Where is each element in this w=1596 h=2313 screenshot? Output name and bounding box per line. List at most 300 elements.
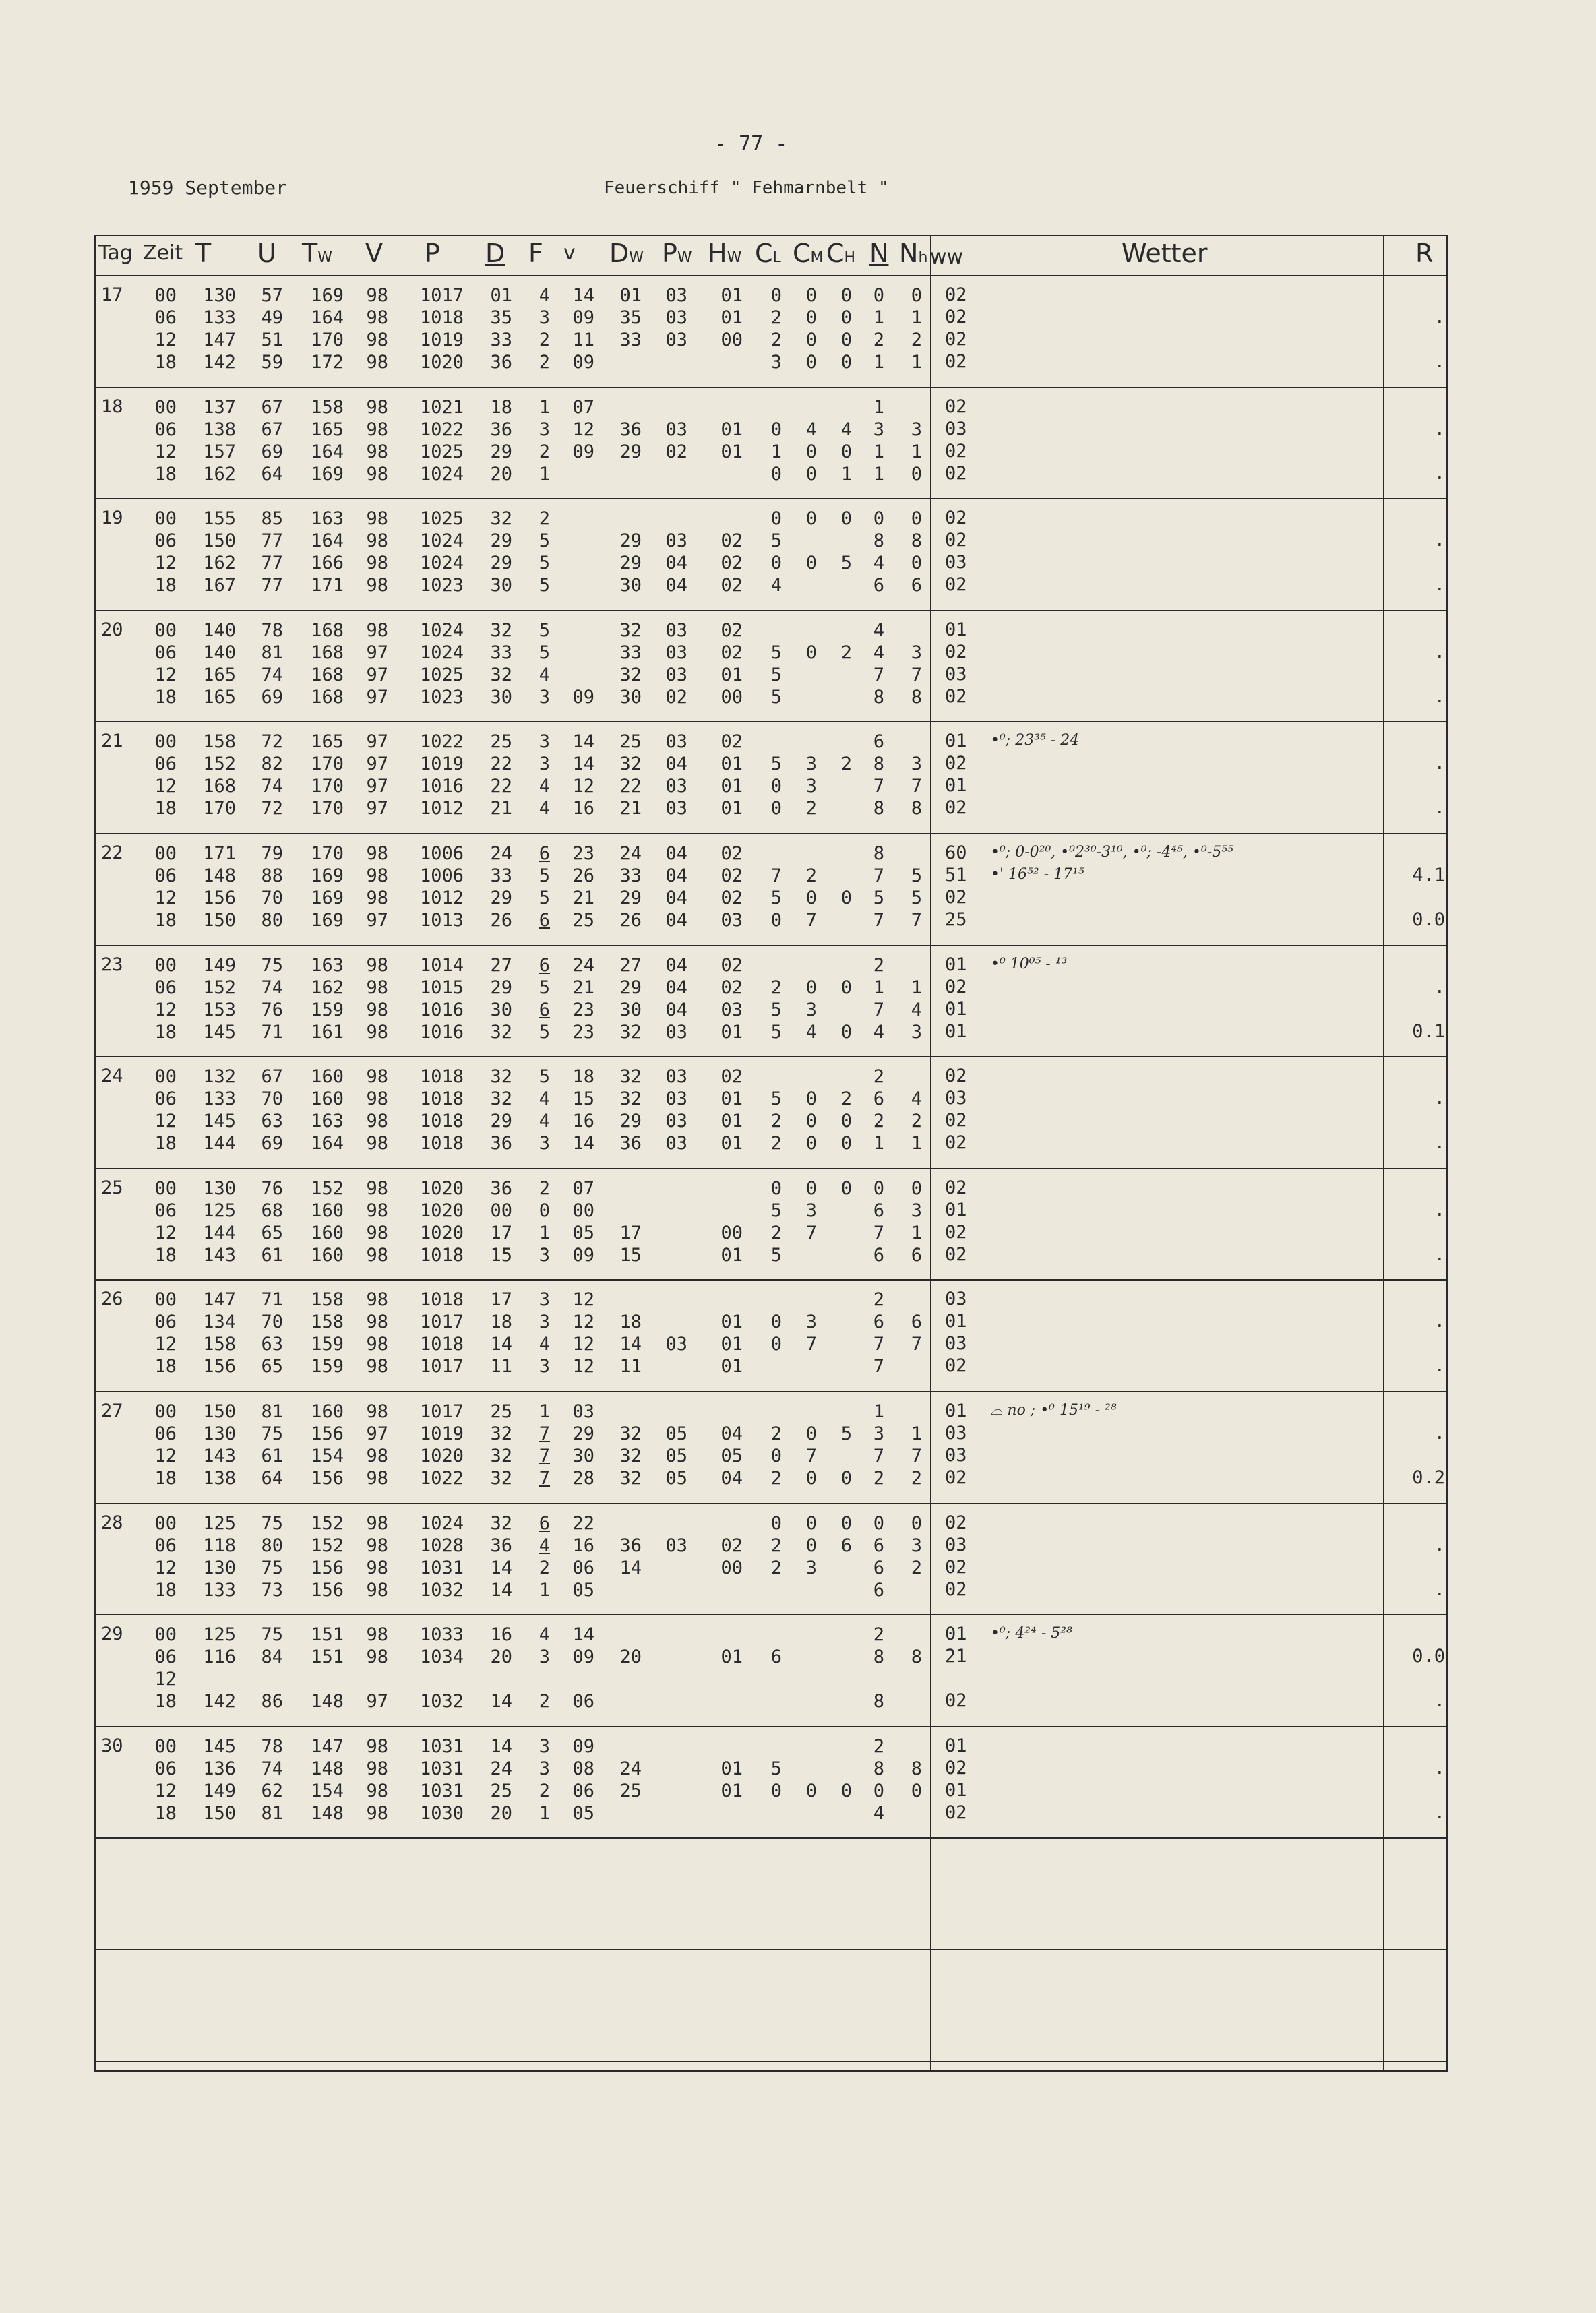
cell-n: 2 xyxy=(873,955,884,976)
cell-ww: 01 xyxy=(945,999,967,1020)
cell-d: 32 xyxy=(490,1022,512,1043)
cell-d: 29 xyxy=(490,977,512,998)
column-header-pw: PW xyxy=(662,239,692,268)
cell-pw: 03 xyxy=(665,1066,687,1087)
cell-pw: 03 xyxy=(665,285,687,306)
cell-dw: 22 xyxy=(619,776,642,797)
cell-ww: 02 xyxy=(945,441,967,462)
cell-u: 64 xyxy=(261,1468,283,1489)
cell-f: 5 xyxy=(539,977,550,998)
cell-tw: 169 xyxy=(311,888,344,908)
cell-t: 167 xyxy=(203,575,236,596)
cell-pw: 04 xyxy=(665,888,687,908)
cell-n: 3 xyxy=(873,419,884,440)
cell-dw: 36 xyxy=(619,1133,642,1154)
cell-p: 1025 xyxy=(419,508,464,529)
cell-ww: 02 xyxy=(945,307,967,328)
cell-t: 132 xyxy=(203,1066,236,1087)
cell-nh: 8 xyxy=(911,530,922,551)
cell-u: 78 xyxy=(261,1736,283,1757)
cell-p: 1028 xyxy=(419,1535,464,1556)
cell-v: 14 xyxy=(572,1133,594,1154)
cell-cl: 0 xyxy=(770,419,782,440)
cell-nh: 6 xyxy=(911,575,922,596)
cell-f: 2 xyxy=(539,441,550,462)
cell-t: 136 xyxy=(203,1758,236,1779)
cell-t: 150 xyxy=(203,530,236,551)
cell-t: 133 xyxy=(203,1580,236,1601)
cell-z: 12 xyxy=(154,330,177,350)
cell-n: 7 xyxy=(873,776,884,797)
cell-ww: 01 xyxy=(945,1780,967,1801)
cell-hw: 02 xyxy=(720,642,743,663)
cell-ww: 01 xyxy=(945,1735,967,1756)
cell-nh: 3 xyxy=(911,642,922,663)
cell-p: 1020 xyxy=(419,1200,464,1221)
cell-v: 98 xyxy=(366,1513,388,1534)
cell-f: 1 xyxy=(539,397,550,418)
cell-z: 00 xyxy=(154,955,177,976)
cell-n: 7 xyxy=(873,1223,884,1243)
cell-f: 3 xyxy=(539,1312,550,1332)
cell-v: 98 xyxy=(366,1446,388,1467)
cell-z: 06 xyxy=(154,1423,177,1444)
cell-v: 12 xyxy=(572,1334,594,1355)
cell-ww: 01 xyxy=(945,731,967,751)
cell-ch: 0 xyxy=(840,1133,852,1154)
cell-ch: 0 xyxy=(840,888,852,908)
cell-nh: 7 xyxy=(911,1334,922,1355)
cell-cl: 2 xyxy=(770,977,782,998)
cell-ch: 0 xyxy=(840,285,852,306)
cell-u: 72 xyxy=(261,731,283,752)
cell-p: 1024 xyxy=(419,464,464,485)
cell-ch: 0 xyxy=(840,441,852,462)
cell-tw: 147 xyxy=(311,1736,344,1757)
cell-hw: 02 xyxy=(720,888,743,908)
cell-z: 12 xyxy=(154,1111,177,1132)
cell-ww: 02 xyxy=(945,1467,967,1488)
cell-t: 118 xyxy=(203,1535,236,1556)
cell-tw: 148 xyxy=(311,1758,344,1779)
cell-d: 32 xyxy=(490,1423,512,1444)
cell-hw: 01 xyxy=(720,1334,743,1355)
cell-r: . xyxy=(1434,1423,1445,1444)
cell-u: 81 xyxy=(261,1401,283,1422)
cell-v: 30 xyxy=(572,1446,594,1467)
cell-n: 1 xyxy=(873,977,884,998)
cell-v: 06 xyxy=(572,1781,594,1801)
cell-cl: 3 xyxy=(770,352,782,373)
cell-d: 14 xyxy=(490,1334,512,1355)
weather-note: •⁰; 0-0²⁰, •⁰2³⁰-3¹⁰, •⁰; -4⁴⁵, •⁰-5⁵⁵ xyxy=(991,844,1233,861)
cell-cl: 7 xyxy=(770,865,782,886)
column-header-t: T xyxy=(195,239,212,268)
cell-t: 157 xyxy=(203,441,236,462)
cell-ww: 02 xyxy=(945,351,967,372)
cell-cm: 0 xyxy=(805,1088,817,1109)
cell-d: 25 xyxy=(490,1401,512,1422)
cell-hw: 01 xyxy=(720,1133,743,1154)
cell-hw: 01 xyxy=(720,776,743,797)
block-divider xyxy=(94,1056,1448,1057)
cell-r: . xyxy=(1434,753,1445,774)
day-label: 17 xyxy=(101,284,123,305)
cell-r: . xyxy=(1434,1311,1445,1332)
cell-pw: 02 xyxy=(665,687,687,708)
cell-nh: 1 xyxy=(911,441,922,462)
cell-ch: 0 xyxy=(840,508,852,529)
cell-pw: 05 xyxy=(665,1468,687,1489)
cell-d: 33 xyxy=(490,865,512,886)
cell-f: 3 xyxy=(539,1758,550,1779)
cell-dw: 14 xyxy=(619,1558,642,1578)
day-label: 28 xyxy=(101,1512,123,1533)
cell-z: 00 xyxy=(154,1513,177,1534)
cell-u: 76 xyxy=(261,1178,283,1199)
cell-n: 8 xyxy=(873,530,884,551)
cell-v: 98 xyxy=(366,1781,388,1801)
cell-v: 98 xyxy=(366,1312,388,1332)
cell-nh: 0 xyxy=(911,508,922,529)
cell-n: 8 xyxy=(873,1646,884,1667)
table-row xyxy=(94,753,930,775)
cell-d: 18 xyxy=(490,1312,512,1332)
cell-f: 1 xyxy=(539,1401,550,1422)
cell-n: 7 xyxy=(873,1334,884,1355)
cell-d: 35 xyxy=(490,307,512,328)
cell-d: 29 xyxy=(490,1111,512,1132)
table-row xyxy=(94,329,930,351)
cell-f: 3 xyxy=(539,1736,550,1757)
cell-r: . xyxy=(1434,463,1445,484)
cell-ww: 60 xyxy=(945,842,967,863)
cell-d: 14 xyxy=(490,1558,512,1578)
cell-cl: 0 xyxy=(770,1781,782,1801)
cell-p: 1016 xyxy=(419,1022,464,1043)
cell-p: 1017 xyxy=(419,1401,464,1422)
cell-v: 21 xyxy=(572,977,594,998)
table-row xyxy=(94,1579,930,1601)
day-label: 29 xyxy=(101,1624,123,1644)
cell-t: 130 xyxy=(203,1178,236,1199)
cell-dw: 32 xyxy=(619,1468,642,1489)
day-block-18 xyxy=(94,396,930,485)
cell-dw: 33 xyxy=(619,642,642,663)
cell-pw: 03 xyxy=(665,620,687,641)
cell-tw: 160 xyxy=(311,1401,344,1422)
cell-dw: 36 xyxy=(619,419,642,440)
cell-dw: 29 xyxy=(619,1111,642,1132)
column-header-zeit: Zeit xyxy=(143,241,183,265)
cell-dw: 15 xyxy=(619,1245,642,1266)
cell-t: 152 xyxy=(203,753,236,774)
cell-d: 22 xyxy=(490,753,512,774)
cell-nh: 7 xyxy=(911,910,922,931)
cell-p: 1024 xyxy=(419,530,464,551)
cell-u: 69 xyxy=(261,1133,283,1154)
cell-f: 5 xyxy=(539,553,550,574)
table-row xyxy=(94,441,930,463)
cell-z: 00 xyxy=(154,620,177,641)
cell-v: 97 xyxy=(366,687,388,708)
table-row xyxy=(94,686,930,708)
cell-ww: 01 xyxy=(945,1021,967,1042)
cell-t: 156 xyxy=(203,888,236,908)
cell-p: 1017 xyxy=(419,1312,464,1332)
cell-d: 32 xyxy=(490,620,512,641)
cell-u: 74 xyxy=(261,776,283,797)
cell-t: 162 xyxy=(203,553,236,574)
day-label: 27 xyxy=(101,1400,123,1421)
cell-dw: 21 xyxy=(619,798,642,819)
cell-ww: 02 xyxy=(945,1177,967,1198)
cell-n: 4 xyxy=(873,642,884,663)
cell-tw: 160 xyxy=(311,1245,344,1266)
cell-tw: 158 xyxy=(311,1312,344,1332)
cell-hw: 01 xyxy=(720,1022,743,1043)
cell-cl: 2 xyxy=(770,1223,782,1243)
cell-v: 14 xyxy=(572,1624,594,1645)
cell-z: 18 xyxy=(154,1022,177,1043)
cell-tw: 148 xyxy=(311,1803,344,1824)
cell-p: 1019 xyxy=(419,753,464,774)
cell-p: 1032 xyxy=(419,1691,464,1712)
cell-p: 1022 xyxy=(419,1468,464,1489)
cell-dw: 20 xyxy=(619,1646,642,1667)
cell-nh: 3 xyxy=(911,1200,922,1221)
cell-z: 06 xyxy=(154,1312,177,1332)
cell-cm: 0 xyxy=(805,330,817,350)
cell-pw: 03 xyxy=(665,419,687,440)
cell-nh: 3 xyxy=(911,419,922,440)
cell-nh: 1 xyxy=(911,1223,922,1243)
cell-n: 2 xyxy=(873,1066,884,1087)
cell-cl: 4 xyxy=(770,575,782,596)
cell-pw: 04 xyxy=(665,955,687,976)
cell-tw: 154 xyxy=(311,1446,344,1467)
cell-cm: 0 xyxy=(805,553,817,574)
cell-ww: 01 xyxy=(945,1624,967,1644)
cell-pw: 03 xyxy=(665,776,687,797)
cell-f: 3 xyxy=(539,419,550,440)
cell-n: 8 xyxy=(873,798,884,819)
cell-z: 12 xyxy=(154,441,177,462)
cell-n: 3 xyxy=(873,1423,884,1444)
cell-d: 29 xyxy=(490,441,512,462)
cell-nh: 1 xyxy=(911,1423,922,1444)
cell-v: 12 xyxy=(572,1356,594,1377)
day-label: 20 xyxy=(101,619,123,640)
cell-z: 12 xyxy=(154,553,177,574)
cell-v: 98 xyxy=(366,441,388,462)
cell-r: . xyxy=(1434,1088,1445,1109)
table-row xyxy=(94,1557,930,1579)
cell-hw: 02 xyxy=(720,843,743,864)
cell-f: 5 xyxy=(539,1066,550,1087)
cell-f: 3 xyxy=(539,1646,550,1667)
cell-n: 6 xyxy=(873,575,884,596)
block-divider xyxy=(94,1614,1448,1615)
cell-u: 77 xyxy=(261,575,283,596)
cell-t: 144 xyxy=(203,1223,236,1243)
cell-v: 98 xyxy=(366,865,388,886)
cell-dw: 32 xyxy=(619,620,642,641)
table-row xyxy=(94,284,930,307)
cell-cl: 2 xyxy=(770,1133,782,1154)
cell-ww: 03 xyxy=(945,419,967,439)
cell-ww: 01 xyxy=(945,1311,967,1332)
cell-u: 88 xyxy=(261,865,283,886)
cell-t: 155 xyxy=(203,508,236,529)
cell-u: 69 xyxy=(261,441,283,462)
cell-t: 134 xyxy=(203,1312,236,1332)
cell-f: 5 xyxy=(539,642,550,663)
cell-tw: 156 xyxy=(311,1423,344,1444)
cell-dw: 26 xyxy=(619,910,642,931)
cell-hw: 01 xyxy=(720,1646,743,1667)
cell-v: 98 xyxy=(366,999,388,1020)
cell-tw: 148 xyxy=(311,1691,344,1712)
cell-u: 67 xyxy=(261,397,283,418)
cell-p: 1020 xyxy=(419,1446,464,1467)
cell-d: 17 xyxy=(490,1289,512,1310)
cell-t: 152 xyxy=(203,977,236,998)
cell-t: 137 xyxy=(203,397,236,418)
cell-f: 6 xyxy=(539,955,550,976)
cell-hw: 01 xyxy=(720,419,743,440)
cell-t: 143 xyxy=(203,1245,236,1266)
cell-pw: 03 xyxy=(665,665,687,685)
cell-ww: 02 xyxy=(945,1579,967,1600)
table-row xyxy=(94,954,930,977)
cell-u: 65 xyxy=(261,1223,283,1243)
cell-z: 06 xyxy=(154,1200,177,1221)
day-block-20 xyxy=(94,619,930,708)
cell-tw: 164 xyxy=(311,441,344,462)
cell-r: . xyxy=(1434,1132,1445,1153)
cell-u: 63 xyxy=(261,1111,283,1132)
cell-ww: 01 xyxy=(945,775,967,796)
cell-u: 70 xyxy=(261,1088,283,1109)
cell-z: 18 xyxy=(154,1133,177,1154)
table-row xyxy=(94,507,930,530)
cell-pw: 03 xyxy=(665,642,687,663)
cell-f: 6 xyxy=(539,910,550,931)
cell-t: 150 xyxy=(203,910,236,931)
cell-ch: 0 xyxy=(840,1022,852,1043)
cell-ww: 03 xyxy=(945,1535,967,1555)
cell-tw: 165 xyxy=(311,731,344,752)
cell-v: 98 xyxy=(366,1133,388,1154)
cell-u: 81 xyxy=(261,642,283,663)
cell-v: 15 xyxy=(572,1088,594,1109)
cell-n: 6 xyxy=(873,731,884,752)
table-row xyxy=(94,1177,930,1200)
cell-z: 00 xyxy=(154,731,177,752)
ww-column-divider xyxy=(930,235,931,2072)
cell-hw: 00 xyxy=(720,687,743,708)
cell-v: 98 xyxy=(366,464,388,485)
cell-v: 98 xyxy=(366,1066,388,1087)
cell-dw: 25 xyxy=(619,1781,642,1801)
table-row xyxy=(94,1668,930,1690)
cell-p: 1018 xyxy=(419,1334,464,1355)
cell-n: 8 xyxy=(873,1691,884,1712)
cell-d: 17 xyxy=(490,1223,512,1243)
cell-nh: 0 xyxy=(911,464,922,485)
cell-cl: 0 xyxy=(770,1312,782,1332)
cell-t: 158 xyxy=(203,731,236,752)
cell-tw: 151 xyxy=(311,1624,344,1645)
cell-z: 00 xyxy=(154,1066,177,1087)
cell-n: 1 xyxy=(873,441,884,462)
cell-cl: 5 xyxy=(770,530,782,551)
cell-dw: 32 xyxy=(619,1022,642,1043)
cell-z: 18 xyxy=(154,910,177,931)
cell-dw: 33 xyxy=(619,865,642,886)
cell-p: 1006 xyxy=(419,865,464,886)
cell-v: 98 xyxy=(366,1356,388,1377)
cell-cm: 4 xyxy=(805,419,817,440)
cell-t: 133 xyxy=(203,1088,236,1109)
table-row xyxy=(94,619,930,642)
cell-nh: 0 xyxy=(911,553,922,574)
cell-cm: 7 xyxy=(805,1223,817,1243)
day-label: 26 xyxy=(101,1289,123,1309)
cell-n: 7 xyxy=(873,665,884,685)
cell-z: 12 xyxy=(154,776,177,797)
cell-tw: 159 xyxy=(311,1334,344,1355)
cell-pw: 03 xyxy=(665,731,687,752)
cell-cm: 3 xyxy=(805,1312,817,1332)
cell-tw: 163 xyxy=(311,508,344,529)
cell-tw: 168 xyxy=(311,642,344,663)
table-row xyxy=(94,887,930,909)
cell-u: 80 xyxy=(261,910,283,931)
cell-n: 1 xyxy=(873,1133,884,1154)
cell-cm: 0 xyxy=(805,977,817,998)
cell-ch: 0 xyxy=(840,330,852,350)
cell-ww: 02 xyxy=(945,1066,967,1086)
cell-d: 01 xyxy=(490,285,512,306)
cell-ch: 0 xyxy=(840,307,852,328)
cell-n: 0 xyxy=(873,1781,884,1801)
cell-u: 67 xyxy=(261,1066,283,1087)
cell-nh: 7 xyxy=(911,776,922,797)
cell-hw: 02 xyxy=(720,1066,743,1087)
day-block-27 xyxy=(94,1400,930,1489)
cell-v: 98 xyxy=(366,1200,388,1221)
day-block-28 xyxy=(94,1512,930,1601)
cell-r: . xyxy=(1434,1690,1445,1711)
cell-f: 5 xyxy=(539,530,550,551)
cell-pw: 03 xyxy=(665,1334,687,1355)
cell-ww: 03 xyxy=(945,1423,967,1444)
table-row xyxy=(94,1289,930,1311)
cell-u: 57 xyxy=(261,285,283,306)
cell-p: 1031 xyxy=(419,1736,464,1757)
cell-u: 71 xyxy=(261,1022,283,1043)
cell-f: 1 xyxy=(539,1223,550,1243)
cell-z: 18 xyxy=(154,1356,177,1377)
cell-tw: 160 xyxy=(311,1200,344,1221)
cell-cm: 3 xyxy=(805,776,817,797)
cell-dw: 17 xyxy=(619,1223,642,1243)
cell-v: 14 xyxy=(572,285,594,306)
cell-d: 15 xyxy=(490,1245,512,1266)
cell-n: 8 xyxy=(873,1758,884,1779)
